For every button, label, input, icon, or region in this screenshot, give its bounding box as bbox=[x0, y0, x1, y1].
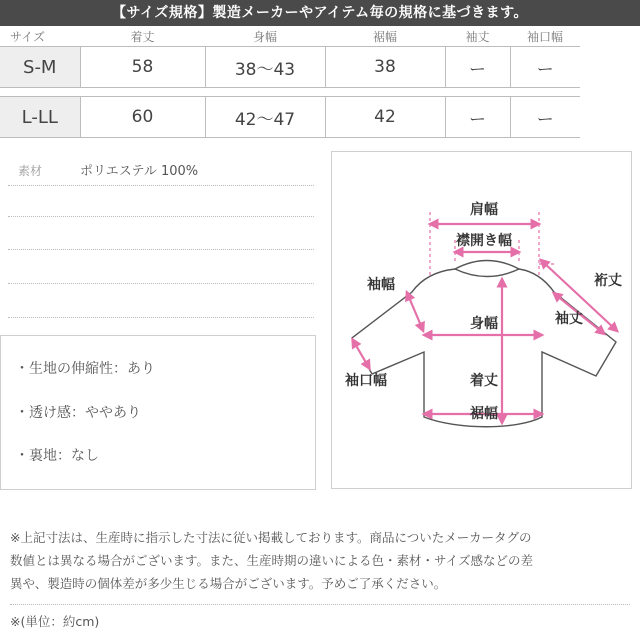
unit-note: ※(単位：約cm) bbox=[10, 614, 100, 629]
size-label: S-M bbox=[0, 47, 80, 88]
header-hem-width: 裾幅 bbox=[372, 29, 397, 44]
header-cuff-width: 袖口幅 bbox=[526, 29, 563, 44]
table-row bbox=[0, 97, 580, 138]
divider bbox=[8, 249, 314, 250]
feature-stretch: ・生地の伸縮性：あり bbox=[15, 361, 155, 377]
label-shoulder: 肩幅 bbox=[470, 202, 498, 218]
table-cell: ー bbox=[510, 97, 580, 138]
label-hem-width: 裾幅 bbox=[470, 406, 498, 422]
note-line: ※上記寸法は、生産時に指示した寸法に従い掲載しております。商品についたメーカータグの bbox=[10, 530, 532, 545]
divider bbox=[8, 283, 314, 284]
size-table-header bbox=[0, 26, 580, 47]
material-value: ポリエステル 100% bbox=[80, 164, 199, 179]
table-cell: ー bbox=[445, 97, 510, 138]
note-line: 異や、製造時の個体差が多少生じる場合がございます。予めご了承ください。 bbox=[10, 576, 447, 591]
table-cell: ー bbox=[445, 47, 510, 88]
header-size: サイズ bbox=[10, 29, 46, 44]
divider bbox=[8, 185, 314, 186]
header-length: 着丈 bbox=[130, 29, 155, 44]
garment-diagram-svg bbox=[332, 152, 633, 490]
size-spec-banner: 【サイズ規格】製造メーカーやアイテム毎の規格に基づきます。 bbox=[0, 0, 640, 26]
label-sleeve-width: 袖幅 bbox=[367, 277, 395, 293]
feature-sheerness: ・透け感：ややあり bbox=[15, 405, 141, 421]
header-sleeve-length: 袖丈 bbox=[465, 29, 490, 44]
label-neck-width: 襟開き幅 bbox=[456, 233, 512, 249]
label-sleeve-length: 袖丈 bbox=[555, 311, 583, 327]
label-cuff-width: 袖口幅 bbox=[345, 373, 387, 389]
header-body-width: 身幅 bbox=[252, 29, 277, 44]
size-label: L-LL bbox=[0, 97, 80, 138]
divider bbox=[8, 317, 314, 318]
table-cell: 58 bbox=[80, 47, 205, 88]
label-length: 着丈 bbox=[470, 373, 498, 389]
size-table bbox=[0, 26, 580, 138]
table-cell: ー bbox=[510, 47, 580, 88]
disclaimer-note bbox=[10, 526, 635, 595]
neckline-outline bbox=[455, 261, 519, 270]
feature-lining: ・裏地：なし bbox=[15, 448, 99, 464]
table-cell: 42 bbox=[325, 97, 445, 138]
note-line: 数値とは異なる場合がございます。また、生産時期の違いによる色・素材・サイズ感などの差 bbox=[10, 553, 534, 568]
table-cell: 60 bbox=[80, 97, 205, 138]
divider bbox=[8, 216, 314, 217]
divider bbox=[10, 604, 630, 605]
label-body-width: 身幅 bbox=[470, 316, 498, 332]
table-cell: 42〜47 bbox=[205, 97, 325, 138]
material-label: 素材 bbox=[18, 164, 43, 178]
table-cell: 38 bbox=[325, 47, 445, 88]
measurement-diagram bbox=[331, 151, 632, 489]
table-row bbox=[0, 47, 580, 88]
table-cell: 38〜43 bbox=[205, 47, 325, 88]
material-info bbox=[18, 160, 198, 179]
label-yuki: 裄丈 bbox=[594, 273, 622, 289]
fabric-features bbox=[0, 335, 316, 490]
